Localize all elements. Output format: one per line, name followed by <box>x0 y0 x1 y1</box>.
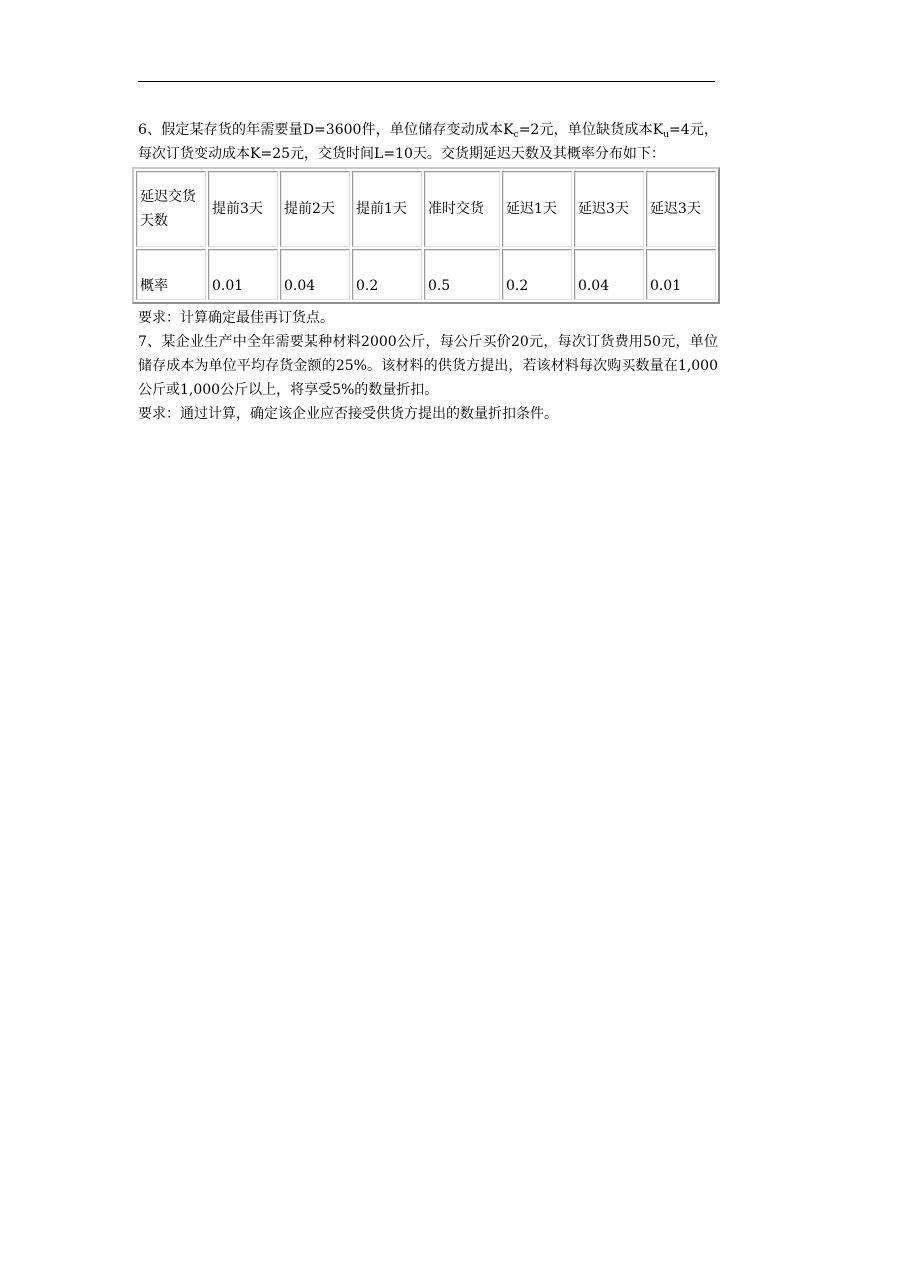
header-rule <box>138 81 715 82</box>
table-cell: 0.2 <box>352 249 422 300</box>
table-row <box>136 249 716 300</box>
table-header-cell: 提前2天 <box>280 171 350 247</box>
table-header-cell: 提前3天 <box>208 171 278 247</box>
ku-subscript: u <box>663 130 670 140</box>
table-cell: 0.01 <box>646 249 716 300</box>
kc-subscript: c <box>513 130 519 140</box>
question-6-intro: 6、假定某存货的年需要量D=3600件，单位储存变动成本$K_c=2$元，单位缺货成本$K_u=4$元，每次订货变动成本K=25元，交货时间L=10天。交货期延迟天数及其概率分布如下： <box>138 122 718 162</box>
table-header-cell: 延迟3天 <box>646 171 716 247</box>
question-6-requirement: 要求：计算确定最佳再订货点。 <box>138 310 334 326</box>
table-header-cell: 提前1天 <box>352 171 422 247</box>
table-header-cell: 延迟交货天数 <box>136 171 206 247</box>
table-header-cell: 延迟3天 <box>574 171 644 247</box>
table-cell: 0.5 <box>424 249 500 300</box>
question-7-text: 7、某企业生产中全年需要某种材料2000公斤，每公斤买价20元，每次订货费用50元，单位储存成本为单位平均存货金额的25%。该材料的供货方提出，若该材料每次购买数量在1,000公斤或1,000公斤以上，将享受5%的数量折扣。 <box>138 334 718 398</box>
table-row-label: 概率 <box>136 249 206 300</box>
question-7-requirement: 要求：通过计算，确定该企业应否接受供货方提出的数量折扣条件。 <box>138 406 558 422</box>
table-cell: 0.04 <box>280 249 350 300</box>
table-header-row <box>136 171 716 247</box>
delay-probability-table <box>132 167 720 304</box>
document-body <box>138 118 718 426</box>
table-cell: 0.2 <box>502 249 572 300</box>
table-header-cell: 延迟1天 <box>502 171 572 247</box>
table-header-cell: 准时交货 <box>424 171 500 247</box>
table-cell: 0.04 <box>574 249 644 300</box>
table-cell: 0.01 <box>208 249 278 300</box>
